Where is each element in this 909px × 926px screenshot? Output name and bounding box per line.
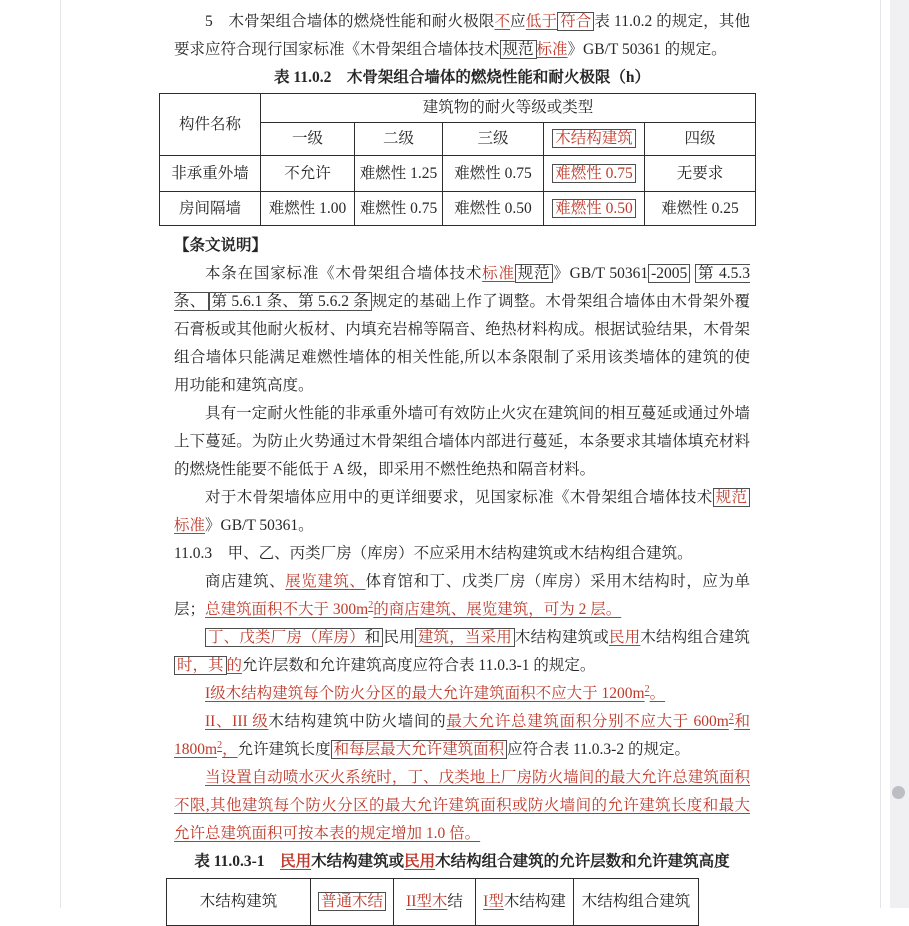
page-edge-left	[60, 0, 61, 908]
sprinkler-paragraph: 当设置自动喷水灭火系统时，丁、戊类地上厂房防火墙间的最大允许总建筑面积不限,其他建筑每个防火分区的最大允许建筑面积或防火墙间的允许建筑长度和最大允许总建筑面积可按本表的规定增加 1.0 倍。	[174, 769, 750, 842]
explanation-section-label: 【条文说明】	[174, 237, 268, 254]
table-11031-title: 表 11.0.3-1 民用木结构建筑或民用木结构组合建筑的允许层数和允许建筑高度	[194, 853, 730, 870]
t2-cell: 木结构建筑	[167, 879, 311, 926]
t1-cell: 难燃性 0.75	[544, 156, 645, 192]
t1-cell: 难燃性 0.75	[355, 192, 443, 226]
document-content	[171, 8, 750, 926]
t1-header-wood-structure: 木结构建筑	[544, 123, 645, 156]
explanation-basis-paragraph: 本条在国家标准《木骨架组合墙体技术标准 规范 》GB/T 50361 -2005 第 4.5.3 条、 第 5.6.1 条、第 5.6.2 条 规定的基础上作了调整。木骨架组合墙体由木骨架外覆石膏板或其他耐火板材、内填充岩棉等隔音、绝热材料构成。根据试验结果，木骨架组合墙体只能满足难燃性墙体的相关性能,所以本条限制了采用该类墙体的建筑的使用功能和建筑高度。	[174, 265, 750, 394]
scrollbar-thumb[interactable]	[892, 786, 905, 799]
table-row	[160, 94, 756, 123]
t1-cell: 房间隔墙	[160, 192, 261, 226]
table-row	[167, 879, 699, 926]
t1-cell: 无要求	[645, 156, 756, 192]
grade23-area-paragraph: II、III 级木结构建筑中防火墙间的最大允许总建筑面积分别不应大于 $600m^2$和 $1800m^2$，允许建筑长度 和每层最大允许建筑面积 应符合表 11.0.3-2 的规定。	[174, 711, 750, 758]
t1-cell: 难燃性 1.00	[261, 192, 355, 226]
clause-5-paragraph: 5 木骨架组合墙体的燃烧性能和耐火极限不应低于 符合 表 11.0.2 的规定，其他要求应符合现行国家标准《木骨架组合墙体技术 规范 标准》GB/T 50361 的规定。	[174, 13, 750, 58]
t1-cell: 难燃性 1.25	[355, 156, 443, 192]
t1-cell: 难燃性 0.75	[443, 156, 544, 192]
t1-cell: 不允许	[261, 156, 355, 192]
t1-cell: 难燃性 0.50	[544, 192, 645, 226]
table-row	[160, 192, 756, 226]
scrollbar-track[interactable]	[890, 0, 909, 908]
page-edge-right	[880, 0, 881, 908]
t1-header-grade1: 一级	[261, 123, 355, 156]
explanation-firewall-paragraph: 具有一定耐火性能的非承重外墙可有效防止火灾在建筑间的相互蔓延或通过外墙上下蔓延。为防止火势通过木骨架组合墙体内部进行蔓延，本条要求其墙体填充材料的燃烧性能要不能低于 A 级，即采用不燃性绝热和隔音材料。	[174, 405, 750, 478]
t1-cell: 难燃性 0.50	[443, 192, 544, 226]
t2-cell: II型木结	[394, 879, 476, 926]
t2-cell: I型木结构建	[476, 879, 574, 926]
table-row	[160, 156, 756, 192]
grade1-area-paragraph: I级木结构建筑每个防火分区的最大允许建筑面积不应大于 $1200m^2$。	[205, 683, 666, 702]
t1-header-component-name: 构件名称	[160, 94, 261, 156]
shop-building-paragraph: 商店建筑、展览建筑、体育馆和丁、戊类厂房（库房）采用木结构时，应为单层；总建筑面积不大于 $300m^2$的商店建筑、展览建筑，可为 2 层。	[174, 573, 750, 618]
table-1102-title: 表 11.0.2 木骨架组合墙体的燃烧性能和耐火极限（h）	[274, 69, 650, 86]
t2-cell: 木结构组合建筑	[574, 879, 699, 926]
t1-header-fire-grade: 建筑物的耐火等级或类型	[261, 94, 756, 123]
t1-header-grade4: 四级	[645, 123, 756, 156]
explanation-detail-paragraph: 对于木骨架墙体应用中的更详细要求，见国家标准《木骨架组合墙体技术 规范标准》GB/T 50361。	[174, 484, 750, 540]
clause-1103-paragraph: 11.0.3 甲、乙、丙类厂房（库房）不应采用木结构建筑或木结构组合建筑。	[174, 545, 693, 562]
ding-wu-factory-paragraph: 丁、戊类厂房（库房）和 民用 建筑，当采用 木结构建筑或民用木结构组合建筑时，其 的允许层数和允许建筑高度应符合表 11.0.3-1 的规定。	[174, 624, 750, 680]
t2-cell: 普通木结	[311, 879, 394, 926]
t1-cell: 难燃性 0.25	[645, 192, 756, 226]
t1-header-grade3: 三级	[443, 123, 544, 156]
table-11031	[166, 878, 699, 926]
t1-header-grade2: 二级	[355, 123, 443, 156]
table-1102	[159, 93, 756, 226]
t1-cell: 非承重外墙	[160, 156, 261, 192]
